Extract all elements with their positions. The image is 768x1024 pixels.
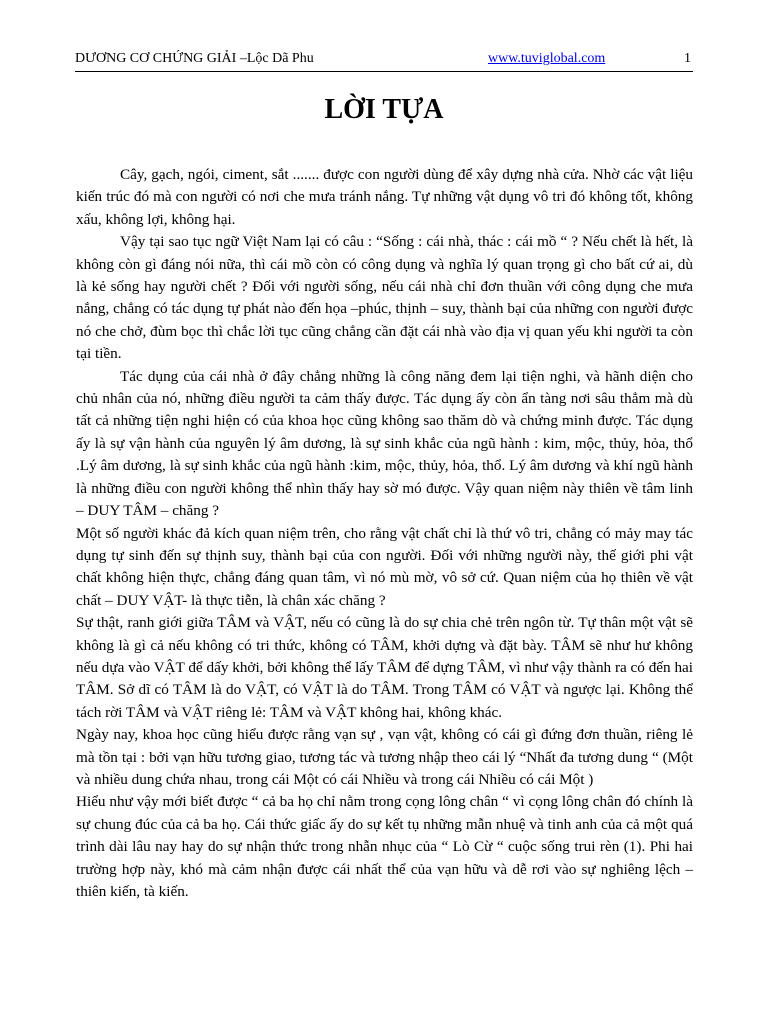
- paragraph: Một số người khác đả kích quan niệm trên, cho rằng vật chất chỉ là thứ vô tri, chẳng có mảy may tác dụng tự sinh đến sự thịnh suy, thành bại của con người. Đối với những người này, thế giới phi vật chất không hiện thực, chẳng đáng quan tâm, vì nó mù mờ, vô sở cứ. Quan niệm của họ thiên về vật chất – DUY VẬT- là thực tiễn, là chân xác chăng ?: [76, 524, 693, 609]
- paragraph: Vậy tại sao tục ngữ Việt Nam lại có câu : “Sống : cái nhà, thác : cái mồ “ ? Nếu chết là hết, là không còn gì đáng nói nữa, thì cái mồ còn có công dụng và nghĩa lý quan trọng gì cho bất cứ ai, dù là kẻ sống hay người chết ? Đối với người sống, nếu cái nhà chỉ đơn thuần với công dụng che mưa nắng, chẳng có tác dụng tự phát nào đến họa –phúc, thịnh – suy, thành bại của những con người được nó che chở, đùm bọc thì chắc lời tục cũng chẳng cần đặt cái nhà vào địa vị quan yếu khi người ta còn tại tiền.: [76, 233, 693, 363]
- page-number: 1: [684, 51, 691, 66]
- page-header: [75, 49, 693, 72]
- header-author-title: DƯƠNG CƠ CHỨNG GIẢI –Lộc Dã Phu: [75, 51, 314, 66]
- paragraph: Cây, gạch, ngói, ciment, sắt ....... được con người dùng để xây dựng nhà cửa. Nhờ các vật liệu kiến trúc đó mà con người có nơi che mưa tránh nắng. Tự những vật dụng vô tri đó không tốt, không xấu, không lợi, không hại.: [76, 166, 693, 228]
- document-body: [76, 164, 693, 903]
- paragraph: Ngày nay, khoa học cũng hiểu được rằng vạn sự , vạn vật, không có cái gì đứng đơn thuần, riêng lẻ mà tồn tại : bởi vạn hữu tương giao, tương tác và tương nhập theo cái lý “Nhất đa tương dung “ (Một và nhiều dung chứa nhau, trong cái Một có cái Nhiều và trong cái Nhiều có cái Một ): [76, 726, 693, 788]
- website-link[interactable]: www.tuviglobal.com: [488, 51, 606, 66]
- page-title: LỜI TỰA: [324, 94, 444, 125]
- paragraph: Tác dụng của cái nhà ở đây chẳng những là công năng đem lại tiện nghi, và hãnh diện cho chủ nhân của nó, những điều người ta cảm thấy được. Tác dụng ấy còn ẩn tàng nơi sâu thẳm mà dù tất cả những tiện nghi hiện có của khoa học cũng không sao thăm dò và chứng minh được. Tác dụng ấy là sự vận hành của nguyên lý âm dương, là sự sinh khắc của ngũ hành : kim, mộc, thủy, hỏa, thổ .Lý âm dương, là sự sinh khắc của ngũ hành :kim, mộc, thủy, hỏa, thổ. Lý âm dương và khí ngũ hành là những điều con người không thể nhìn thấy hay sờ mó được. Vậy quan niệm này thiên về tâm linh – DUY TÂM – chăng ?: [76, 367, 693, 520]
- paragraph: Hiểu như vậy mới biết được “ cả ba họ chỉ nằm trong cọng lông chân “ vì cọng lông chân đó chính là sự chung đúc của cả ba họ. Cái thức giấc ấy do sự kết tụ những mẫn nhuệ và tinh anh của cả một quá trình dài lâu nay hay do sự nhận thức trong nhẫn nhục của “ Lò Cừ “ cuộc sống trui rèn (1). Phi hai trường hợp này, khó mà cảm nhận được cái nhất thể của vạn hữu và dễ rơi vào sự nghiêng lệch –thiên kiến, tà kiến.: [76, 793, 693, 900]
- paragraph: Sự thật, ranh giới giữa TÂM và VẬT, nếu có cũng là do sự chia chẻ trên ngôn từ. Tự thân một vật sẽ không là gì cả nếu không có tri thức, không có TÂM, khởi dựng và đặt bày. TÂM sẽ như hư không nếu dựa vào VẬT để dấy khởi, bởi không thể lấy TÂM để dựng TÂM, vì như vậy thành ra có đến hai TÂM. Sở dĩ có TÂM là do VẬT, có VẬT là do TÂM. Trong TÂM có VẬT và ngược lại. Không thể tách rời TÂM và VẬT riêng lẻ: TÂM và VẬT không hai, không khác.: [76, 614, 693, 721]
